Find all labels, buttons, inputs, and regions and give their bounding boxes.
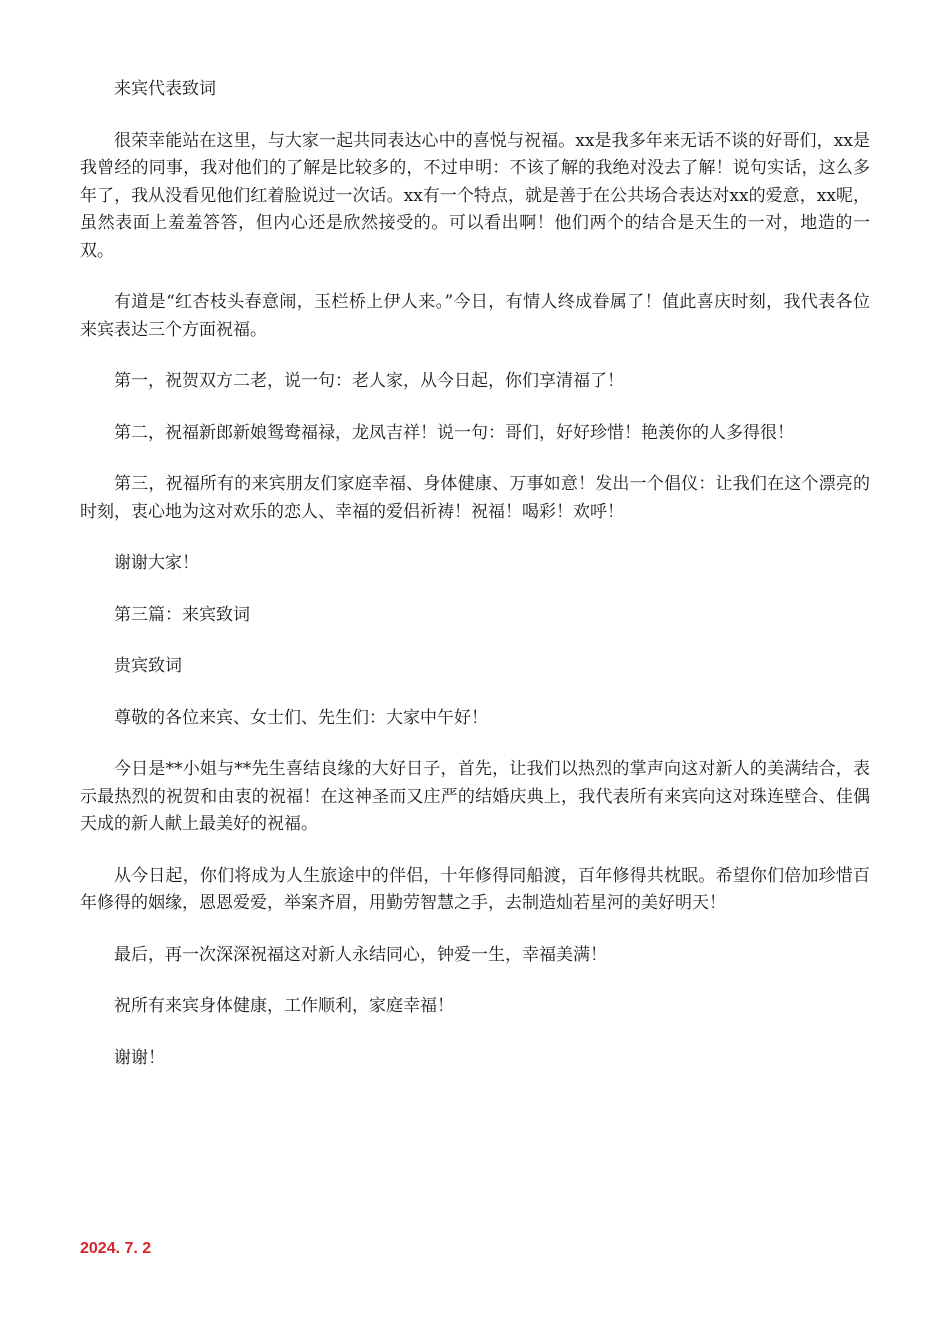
document-body (80, 76, 870, 1096)
paragraph: 谢谢大家！ (114, 553, 199, 573)
document-title: 来宾代表致词 (114, 79, 216, 99)
paragraph: 有道是“红杏枝头春意闹，玉栏桥上伊人来。”今日，有情人终成眷属了！值此喜庆时刻，我代表各位来宾表达三个方面祝福。 (80, 292, 870, 340)
paragraph: 祝所有来宾身体健康，工作顺利，家庭幸福！ (114, 996, 454, 1016)
paragraph: 第二，祝福新郎新娘鸳鸯福禄，龙凤吉祥！说一句：哥们，好好珍惜！艳羡你的人多得很！ (114, 422, 794, 443)
closing: 谢谢！ (114, 1047, 165, 1068)
paragraph: 从今日起，你们将成为人生旅途中的伴侣，十年修得同船渡，百年修得共枕眠。希望你们倍加珍惜百年修得的姻缘，恩恩爱爱，举案齐眉，用勤劳智慧之手，去制造灿若星河的美好明天！ (80, 865, 870, 913)
salutation: 尊敬的各位来宾、女士们、先生们：大家中午好！ (114, 707, 488, 728)
footer-date: 2024. 7. 2 (80, 1240, 152, 1257)
paragraph: 最后，再一次深深祝福这对新人永结同心，钟爱一生，幸福美满！ (114, 944, 607, 965)
paragraph: 很荣幸能站在这里，与大家一起共同表达心中的喜悦与祝福。xx是我多年来无话不谈的好哥们，xx是我曾经的同事，我对他们的了解是比较多的，不过申明：不该了解的我绝对没去了解！说句实话，这么多年了，我从没看见他们红着脸说过一次话。xx有一个特点，就是善于在公共场合表达对xx的爱意，xx呢，虽然表面上羞羞答答，但内心还是欣然接受的。可以看出啊！他们两个的结合是天生的一对，地造的一双。 (80, 130, 870, 261)
paragraph: 今日是**小姐与**先生喜结良缘的大好日子，首先，让我们以热烈的掌声向这对新人的美满结合，表示最热烈的祝贺和由衷的祝福！在这神圣而又庄严的结婚庆典上，我代表所有来宾向这对珠连壁合、佳偶天成的新人献上最美好的祝福。 (80, 759, 870, 834)
section-subtitle: 贵宾致词 (114, 656, 182, 676)
section-heading: 第三篇：来宾致词 (114, 604, 250, 625)
paragraph: 第一，祝贺双方二老，说一句：老人家，从今日起，你们享清福了！ (114, 371, 624, 391)
paragraph: 第三，祝福所有的来宾朋友们家庭幸福、身体健康、万事如意！发出一个倡仪：让我们在这个漂亮的时刻，衷心地为这对欢乐的恋人、幸福的爱侣祈祷！祝福！喝彩！欢呼！ (80, 474, 870, 522)
